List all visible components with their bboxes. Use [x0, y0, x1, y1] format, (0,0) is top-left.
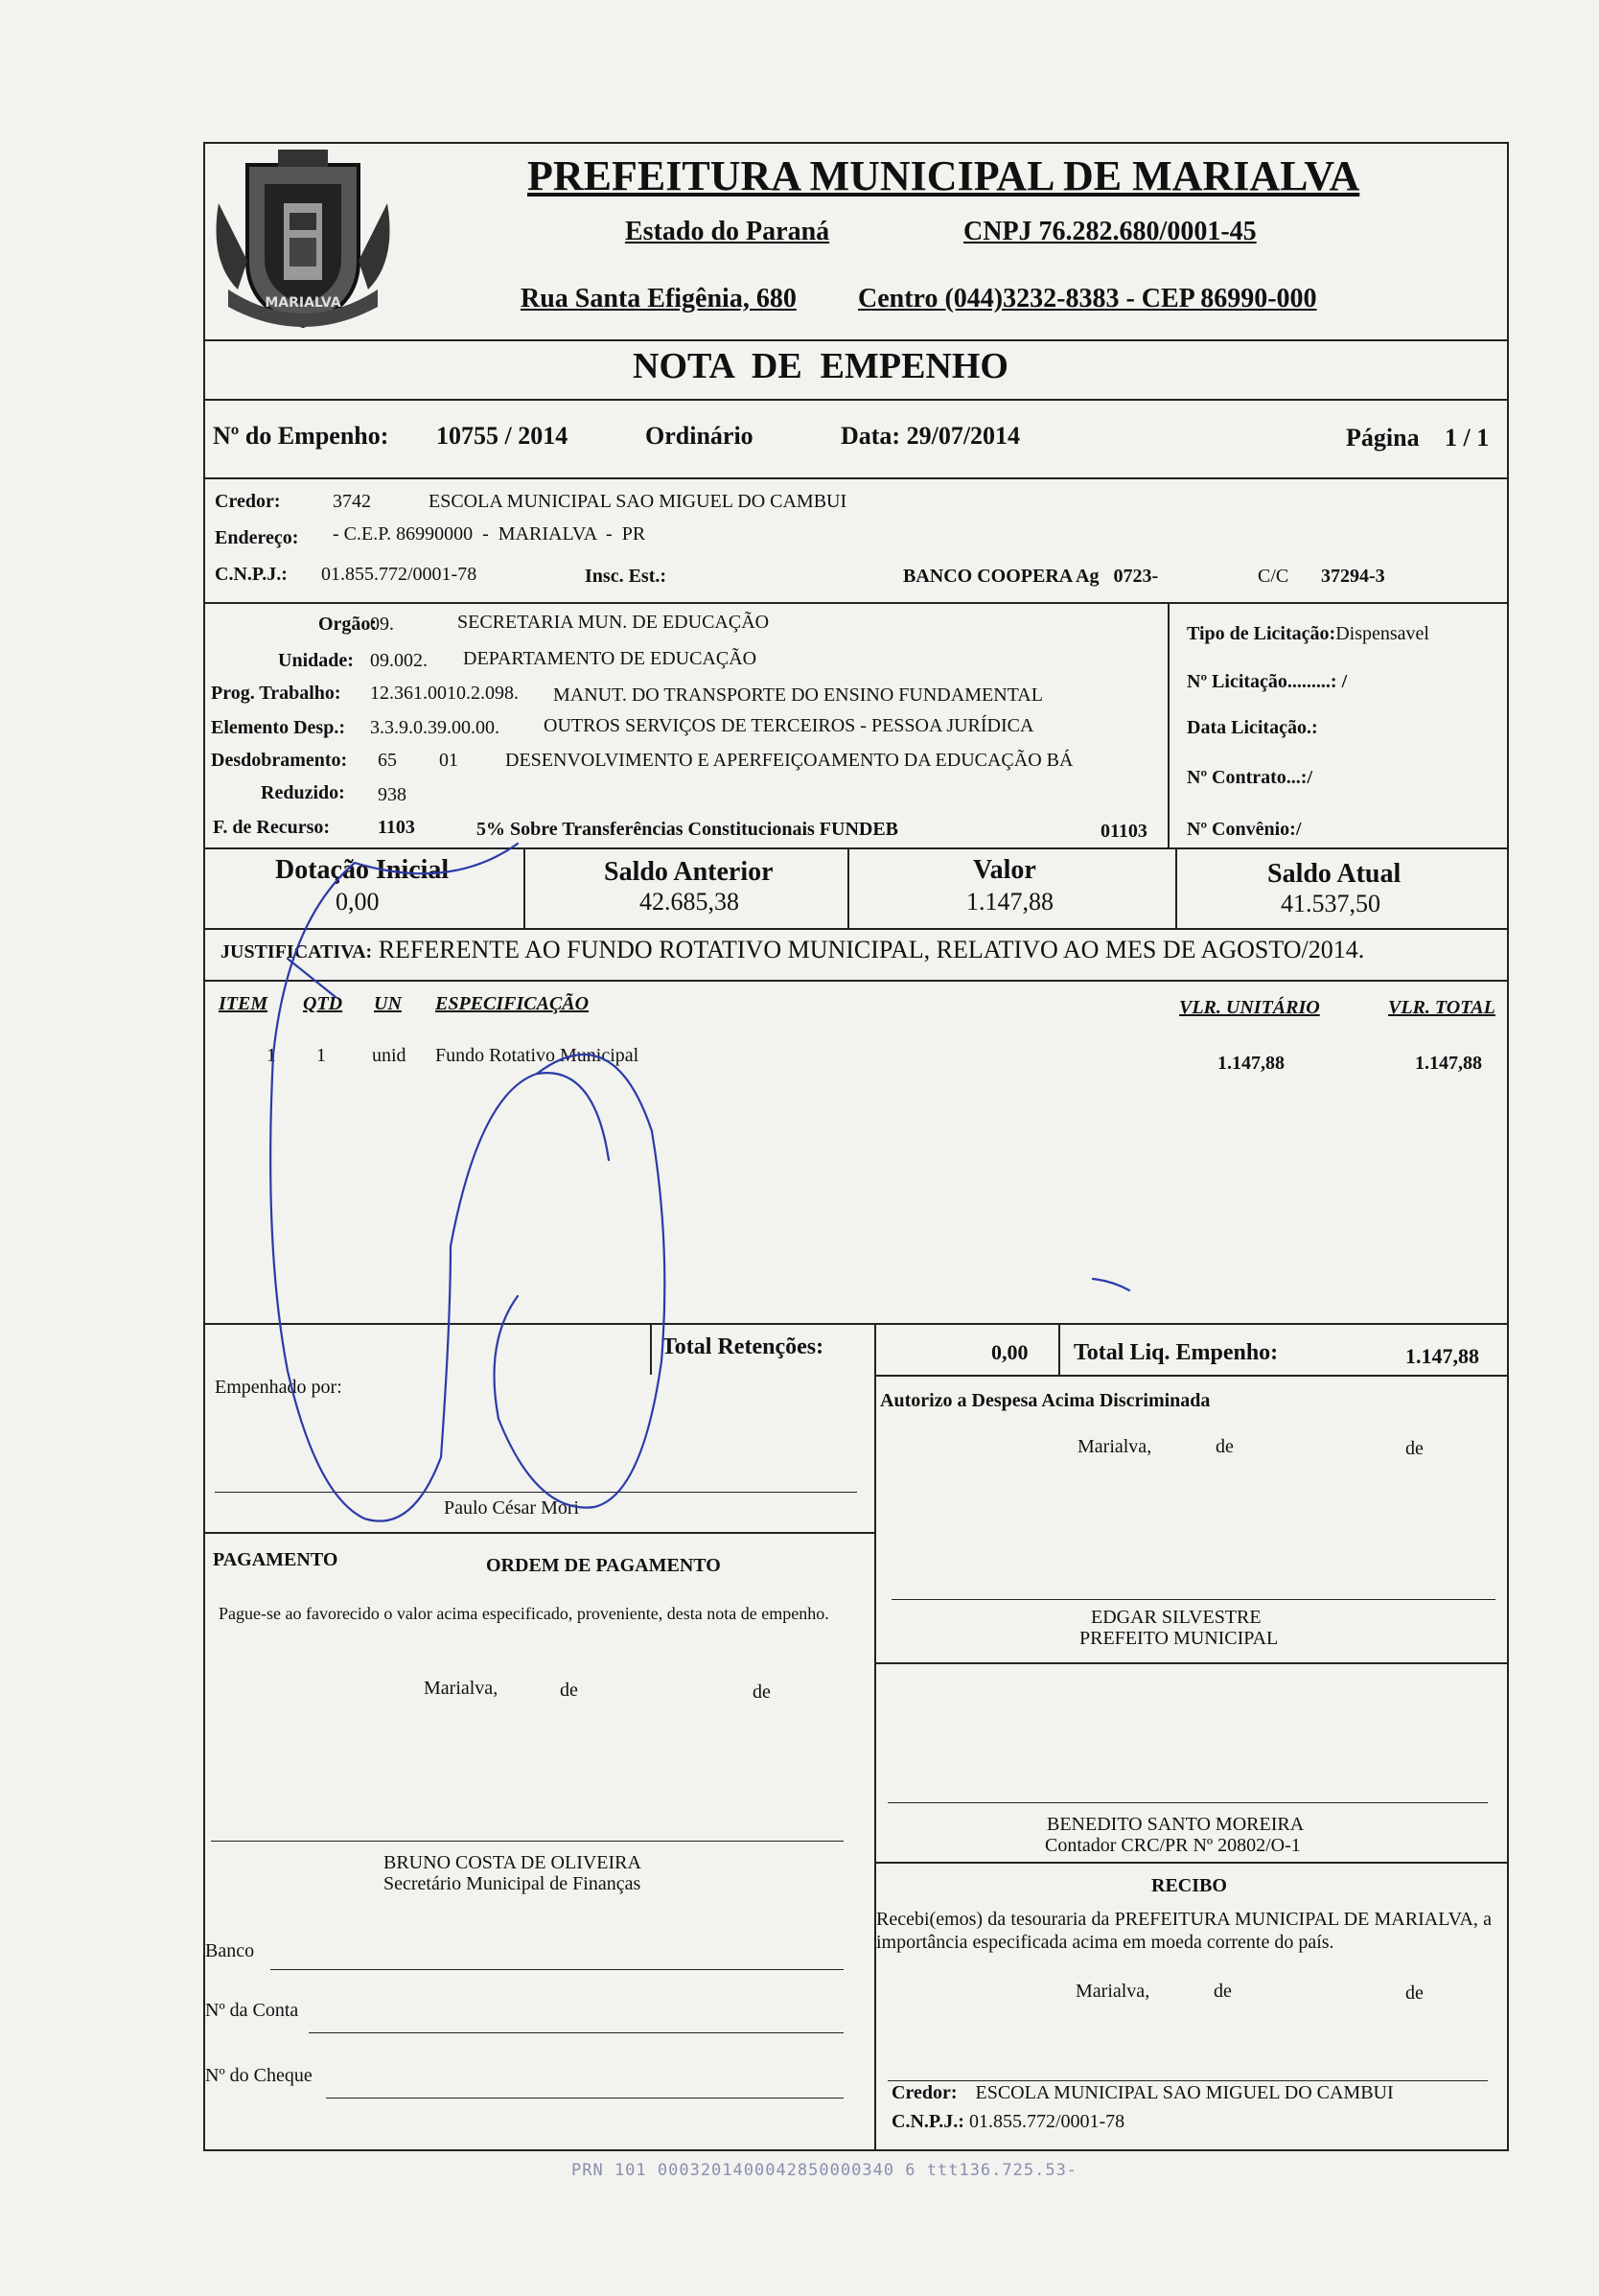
recurso-code: 01103 [1101, 821, 1147, 842]
endereco-value: - C.E.P. 86990000 - MARIALVA - PR [333, 523, 646, 545]
credor-name: ESCOLA MUNICIPAL SAO MIGUEL DO CAMBUI [429, 491, 847, 512]
recibo-local: Marialva, [1076, 1981, 1150, 2002]
autorizo-label: Autorizo a Despesa Acima Discriminada [880, 1390, 1211, 1411]
cc-value: 37294-3 [1321, 566, 1385, 587]
convenio-number: Nº Convênio:/ [1187, 819, 1302, 840]
licitacao-type-label: Tipo de Licitação: [1187, 623, 1336, 644]
recurso-label: F. de Recurso: [213, 817, 331, 838]
item-unit-value: 1.147,88 [1217, 1053, 1285, 1074]
item-qtd: 1 [316, 1045, 326, 1066]
pagamento-label: PAGAMENTO [213, 1549, 338, 1570]
licitacao-type-value: Dispensavel [1335, 623, 1429, 644]
dotacao-value: 0,00 [336, 888, 380, 916]
credor-label: Credor: [215, 491, 281, 512]
orgao-label: Orgão: [318, 614, 378, 635]
prog-value: 12.361.0010.2.098. [370, 683, 519, 704]
empenho-number-label: Nº do Empenho: [213, 422, 389, 450]
page-number: 1 / 1 [1445, 424, 1490, 452]
unidade-desc: DEPARTAMENTO DE EDUCAÇÃO [463, 648, 757, 669]
orgao-value: 09. [370, 614, 394, 635]
valor-label: Valor [973, 855, 1036, 885]
item-number: 1 [266, 1045, 276, 1066]
licitacao-number: Nº Licitação.........: / [1187, 671, 1348, 692]
retencoes-label: Total Retenções: [661, 1334, 824, 1359]
saldo-anterior-label: Saldo Anterior [604, 857, 774, 887]
recibo-text: Recebi(emos) da tesouraria da PREFEITURA MUNICIPAL DE MARIALVA, a importância especificada acima em moeda corrente do país. [876, 1909, 1492, 1953]
recurso-desc: 5% Sobre Transferências Constitucionais FUNDEB [476, 819, 899, 840]
licitacao-date: Data Licitação.: [1187, 717, 1318, 738]
desdobramento-desc: DESENVOLVIMENTO E APERFEIÇOAMENTO DA EDUCAÇÃO BÁ [505, 750, 1074, 771]
cc-label: C/C [1258, 566, 1289, 587]
doc-title: NOTA DE EMPENHO [633, 346, 1008, 386]
saldo-atual-value: 41.537,50 [1281, 890, 1380, 917]
col-qtd: QTD [303, 993, 343, 1014]
recibo-label: RECIBO [1151, 1875, 1227, 1896]
page-label: Página [1346, 424, 1420, 452]
item-espec: Fundo Rotativo Municipal [435, 1045, 639, 1066]
ordem-pagamento-label: ORDEM DE PAGAMENTO [486, 1555, 721, 1576]
pagamento-text: Pague-se ao favorecido o valor acima especificado, proveniente, desta nota de empenho. [219, 1604, 829, 1623]
orgao-desc: SECRETARIA MUN. DE EDUCAÇÃO [457, 612, 770, 633]
col-un: UN [374, 993, 402, 1014]
saldo-anterior-value: 42.685,38 [639, 888, 739, 916]
reduzido-value: 938 [378, 784, 406, 805]
empenho-type: Ordinário [645, 422, 753, 450]
secretario-cargo: Secretário Municipal de Finanças [383, 1873, 641, 1894]
desdobramento-label: Desdobramento: [211, 750, 348, 771]
elemento-label: Elemento Desp.: [211, 717, 345, 738]
address-rest: Centro (044)3232-8383 - CEP 86990-000 [858, 284, 1317, 313]
recibo-de2: de [1405, 1983, 1424, 2004]
elemento-value: 3.3.9.0.39.00.00. [370, 717, 499, 738]
retencoes-value: 0,00 [991, 1340, 1029, 1364]
item-total-value: 1.147,88 [1415, 1053, 1482, 1074]
desdobramento-a: 65 [378, 750, 397, 771]
footer-stamp: PRN 101 0003201400042850000340 6 ttt136.725.53- [571, 2161, 1078, 2180]
contador-cargo: Contador CRC/PR Nº 20802/O-1 [1045, 1835, 1301, 1856]
recibo-credor-label: Credor: [892, 2082, 958, 2103]
banco-value: BANCO COOPERA Ag 0723- [903, 566, 1159, 587]
recibo-credor-name: ESCOLA MUNICIPAL SAO MIGUEL DO CAMBUI [975, 2082, 1394, 2103]
empenhado-label: Empenhado por: [215, 1377, 342, 1398]
liquido-value: 1.147,88 [1405, 1344, 1479, 1368]
justificativa-text: REFERENTE AO FUNDO ROTATIVO MUNICIPAL, RELATIVO AO MES DE AGOSTO/2014. [378, 936, 1365, 963]
autorizo-de1: de [1216, 1436, 1234, 1457]
dotacao-label: Dotação Inicial [275, 855, 450, 885]
pagamento-local: Marialva, [424, 1678, 498, 1699]
pagamento-de1: de [560, 1680, 578, 1701]
recibo-cnpj-label: C.N.P.J.: [892, 2111, 964, 2132]
col-item: ITEM [219, 993, 268, 1014]
reduzido-label: Reduzido: [261, 782, 345, 803]
prog-label: Prog. Trabalho: [211, 683, 341, 704]
contrato-number: Nº Contrato...:/ [1187, 767, 1313, 788]
recibo-cnpj-value: 01.855.772/0001-78 [968, 2111, 1125, 2132]
elemento-desc: OUTROS SERVIÇOS DE TERCEIROS - PESSOA JURÍDICA [544, 715, 1034, 736]
header-cnpj: CNPJ 76.282.680/0001-45 [963, 217, 1257, 246]
state-name: Estado do Paraná [625, 217, 830, 246]
autorizo-de2: de [1405, 1438, 1424, 1459]
secretario-name: BRUNO COSTA DE OLIVEIRA [383, 1852, 641, 1873]
liquido-label: Total Liq. Empenho: [1074, 1340, 1279, 1365]
desdobramento-b: 01 [439, 750, 458, 771]
endereco-label: Endereço: [215, 527, 299, 548]
unidade-label: Unidade: [278, 650, 354, 671]
conta-label: Nº da Conta [205, 2000, 299, 2021]
pagamento-de2: de [753, 1681, 771, 1703]
prefeito-cargo: PREFEITO MUNICIPAL [1079, 1628, 1279, 1649]
cnpj-value: 01.855.772/0001-78 [321, 564, 477, 585]
recurso-value: 1103 [378, 817, 415, 838]
empenho-date: Data: 29/07/2014 [841, 422, 1021, 450]
item-un: unid [372, 1045, 406, 1066]
address-street: Rua Santa Efigênia, 680 [521, 284, 797, 313]
banco-label: Banco [205, 1940, 255, 1961]
saldo-atual-label: Saldo Atual [1267, 859, 1402, 889]
contador-name: BENEDITO SANTO MOREIRA [1047, 1814, 1305, 1835]
credor-code: 3742 [333, 491, 371, 512]
col-vlr-unitario: VLR. UNITÁRIO [1179, 997, 1320, 1018]
autorizo-local: Marialva, [1078, 1436, 1152, 1457]
unidade-value: 09.002. [370, 650, 428, 671]
justificativa-label: JUSTIFICATIVA: [220, 941, 373, 962]
empenho-number: 10755 / 2014 [436, 422, 568, 450]
prefeito-name: EDGAR SILVESTRE [1091, 1607, 1262, 1628]
col-vlr-total: VLR. TOTAL [1388, 997, 1495, 1018]
prefeitura-title: PREFEITURA MUNICIPAL DE MARIALVA [527, 152, 1360, 199]
svg-text:MARIALVA: MARIALVA [265, 295, 341, 311]
insc-est-label: Insc. Est.: [585, 566, 667, 587]
col-especificacao: ESPECIFICAÇÃO [435, 993, 590, 1014]
prog-desc: MANUT. DO TRANSPORTE DO ENSINO FUNDAMENTAL [553, 684, 1043, 706]
recibo-de1: de [1214, 1981, 1232, 2002]
cnpj-label: C.N.P.J.: [215, 564, 288, 585]
valor-value: 1.147,88 [966, 888, 1054, 916]
empenhado-name: Paulo César Mori [444, 1497, 580, 1519]
cheque-label: Nº do Cheque [205, 2065, 313, 2086]
